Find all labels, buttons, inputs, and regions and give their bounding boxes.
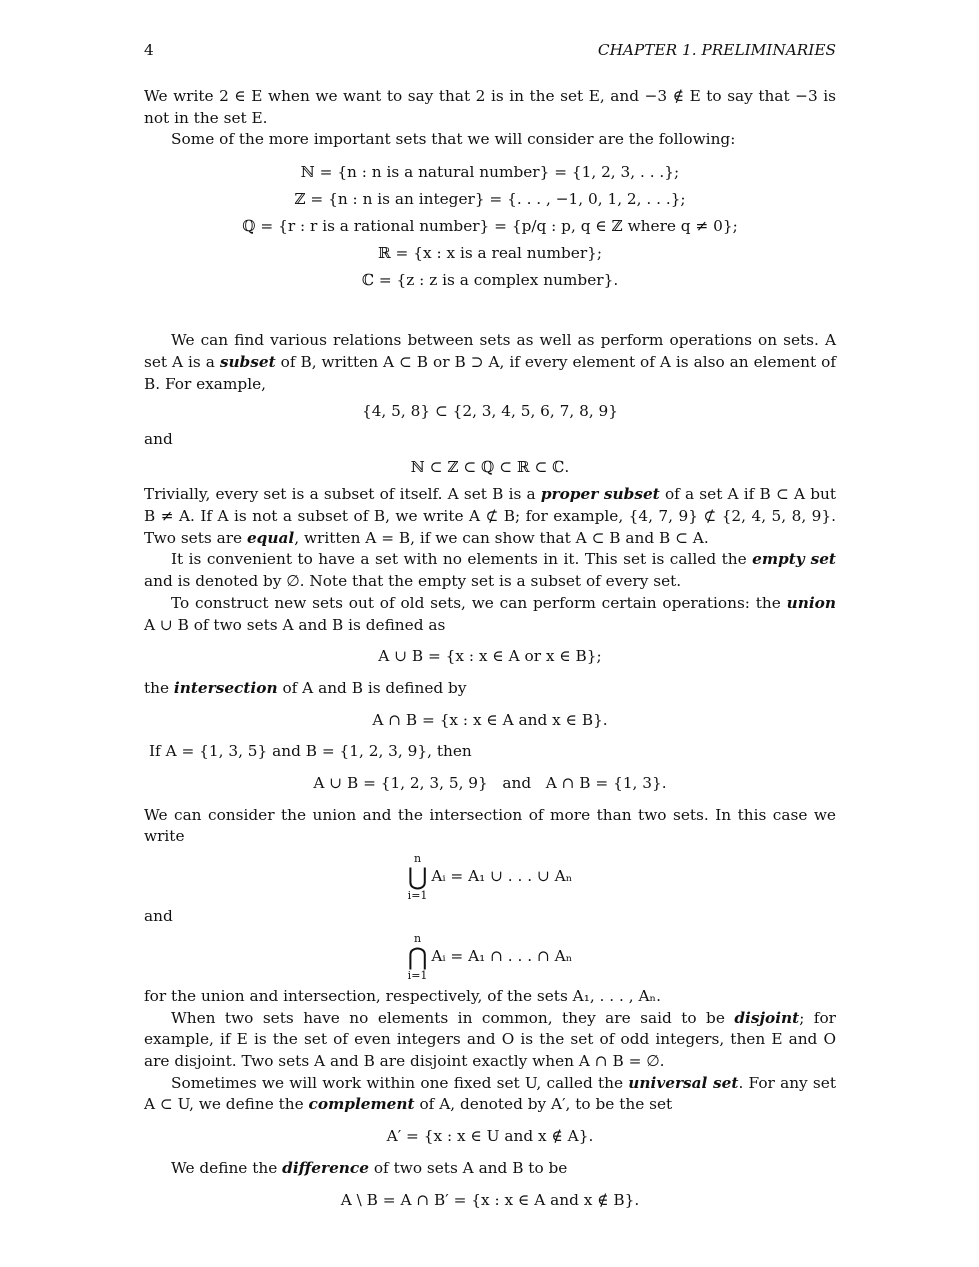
equation-subset-example: {4, 5, 8} ⊂ {2, 3, 4, 5, 6, 7, 8, 9} — [361, 402, 619, 421]
paragraph-example: If A = {1, 3, 5} and B = {1, 2, 3, 9}, then — [149, 742, 472, 761]
paragraph-intersection: the intersection of A and B is defined by — [144, 678, 467, 697]
term-empty-set: empty set — [752, 550, 836, 569]
paragraph-union: To construct new sets out of old sets, we can perform certain operations: the union A ∪ B of two sets A and B is defined as — [144, 593, 836, 634]
equation-union-def: A ∪ B = {x : x ∈ A or x ∈ B}; — [378, 647, 602, 666]
equation-integers: ℤ = {n : n is an integer} = {. . . , −1, 0, 1, 2, . . .}; — [294, 190, 686, 209]
term-intersection: intersection — [173, 678, 278, 697]
term-proper-subset: proper subset — [540, 485, 660, 504]
equation-intersection-def: A ∩ B = {x : x ∈ A and x ∈ B}. — [372, 710, 608, 729]
paragraph: Some of the more important sets that we will consider are the following: — [171, 130, 736, 149]
term-disjoint: disjoint — [734, 1008, 800, 1027]
equation-naturals: ℕ = {n : n is a natural number} = {1, 2, 3, . . .}; — [300, 163, 680, 182]
paragraph-difference: We define the difference of two sets A and B to be — [171, 1158, 568, 1177]
paragraph-many-sets: We can consider the union and the intersection of more than two sets. In this case we write — [144, 805, 836, 846]
page-number: 4 — [144, 41, 154, 59]
paragraph-proper-subset: Trivially, every set is a subset of itself. A set B is a proper subset of a set A if B ⊂ A but B ≠ A. If A is not a subset of B, we write A ⊄ B; for example, {4, 7, 9} ⊄ {2, 4, 5, 8, 9}. Two sets are equal, written A = B, if we can show that A ⊂ B and B ⊂ A. — [144, 485, 836, 547]
term-union: union — [786, 593, 836, 612]
big-intersection-operator: n ⋂ i=1 — [407, 931, 428, 982]
term-subset: subset — [219, 352, 276, 371]
equation-difference-def: A \ B = A ∩ B′ = {x : x ∈ A and x ∉ B}. — [340, 1190, 640, 1209]
paragraph-universal-set: Sometimes we will work within one fixed set U, called the universal set. For any set A ⊂ U, we define the complement of A, denoted by A′, to be the set — [144, 1073, 836, 1114]
page-header — [144, 40, 836, 64]
paragraph-empty-set: It is convenient to have a set with no elements in it. This set is called the empty set and is denoted by ∅. Note that the empty set is a subset of every set. — [144, 550, 836, 591]
number-sets-display — [144, 159, 836, 294]
term-difference: difference — [282, 1158, 369, 1177]
connector-and: and — [144, 429, 173, 448]
equation-example-result: A ∪ B = {1, 2, 3, 5, 9} and A ∩ B = {1, 3}. — [313, 774, 667, 793]
equation-big-union: n ⋃ i=1 Aᵢ = A₁ ∪ . . . ∪ Aₙ — [407, 852, 573, 903]
term-equal: equal — [246, 528, 295, 547]
equation-complement-def: A′ = {x : x ∈ U and x ∉ A}. — [386, 1127, 594, 1146]
paragraph-union-intersection-note: for the union and intersection, respectively, of the sets A₁, . . . , Aₙ. — [144, 986, 661, 1005]
equation-rationals: ℚ = {r : r is a rational number} = {p/q : p, q ∈ ℤ where q ≠ 0}; — [242, 217, 738, 236]
paragraph-subset: We can find various relations between sets as well as perform operations on sets. A set A is a subset of B, written A ⊂ B or B ⊃ A, if every element of A is also an element of B. For example, — [144, 331, 836, 393]
paragraph: We write 2 ∈ E when we want to say that 2 is in the set E, and −3 ∉ E to say that −3 is not in the set E. — [144, 87, 836, 127]
paragraph-disjoint: When two sets have no elements in common, they are said to be disjoint; for example, if E is the set of even integers and O is the set of odd integers, then E and O are disjoint. Two sets A and B are disjoint exactly when A ∩ B = ∅. — [144, 1008, 836, 1070]
connector-and: and — [144, 907, 173, 926]
page-body — [144, 40, 836, 1221]
equation-chain: ℕ ⊂ ℤ ⊂ ℚ ⊂ ℝ ⊂ ℂ. — [410, 457, 570, 476]
equation-complex: ℂ = {z : z is a complex number}. — [361, 271, 619, 290]
term-complement: complement — [308, 1095, 415, 1114]
term-universal-set: universal set — [628, 1073, 739, 1092]
big-union-operator: n ⋃ i=1 — [407, 852, 428, 903]
running-title: CHAPTER 1. PRELIMINARIES — [597, 41, 836, 59]
equation-reals: ℝ = {x : x is a real number}; — [377, 244, 603, 263]
equation-big-intersection: n ⋂ i=1 Aᵢ = A₁ ∩ . . . ∩ Aₙ — [407, 931, 573, 982]
